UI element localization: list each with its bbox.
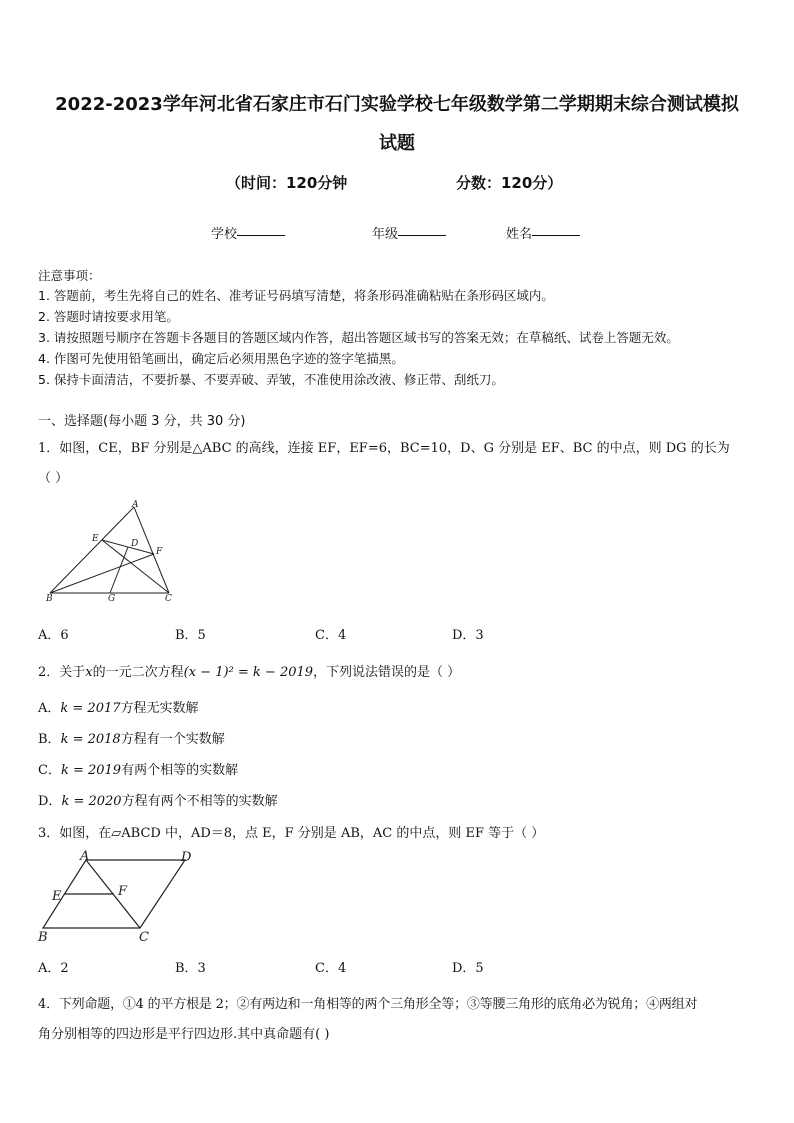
q1-option-d[interactable]: D．3: [452, 628, 484, 643]
notice-item-1: 1. 答题前，考生先将自己的姓名、准考证号码填写清楚，将条形码准确粘贴在条形码区域内。: [38, 288, 554, 303]
q1-height-bf: [50, 554, 154, 593]
q1-label-c: C: [165, 594, 172, 604]
q2-text-mid: 的一元二次方程: [92, 665, 184, 680]
grade-blank[interactable]: [398, 223, 446, 236]
q2-equation: (x − 1)² = k − 2019: [183, 665, 314, 680]
q2-option-a[interactable]: [38, 697, 199, 716]
q2-variable: x: [85, 665, 93, 680]
q2-option-c-desc: 有两个相等的实数解: [121, 763, 239, 778]
q1-label-e: E: [92, 534, 99, 544]
q2-text-suffix: ，下列说法错误的是（ ）: [313, 665, 461, 680]
grade-field[interactable]: [372, 223, 398, 242]
q3-option-c[interactable]: C．4: [315, 961, 347, 976]
notice-item-2: 2. 答题时请按要求用笔。: [38, 309, 179, 324]
exam-score: 分数：120分）: [456, 174, 563, 192]
q3-label-d: D: [181, 850, 192, 865]
q3-label-e: E: [52, 889, 62, 904]
q4-text-line-2: 角分别相等的四边形是平行四边形.其中真命题有( ): [38, 1027, 330, 1042]
q3-option-b[interactable]: B．3: [175, 961, 206, 976]
notice-item-5: 5. 保持卡面清洁，不要折暴、不要弄破、弄皱，不准使用涂改液、修正带、刮纸刀。: [38, 372, 504, 387]
q1-label-g: G: [108, 594, 116, 604]
school-label: 学校: [211, 227, 238, 242]
school-field[interactable]: [211, 223, 237, 242]
q2-option-b[interactable]: [38, 728, 225, 747]
q2-option-c[interactable]: [38, 759, 238, 778]
q3-option-d[interactable]: D．5: [452, 961, 484, 976]
section-heading: 一、选择题(每小题 3 分，共 30 分): [38, 414, 246, 429]
q3-parallelogram-figure: [36, 848, 206, 944]
q1-triangle-figure: [40, 500, 190, 604]
q1-text: 1．如图，CE，BF 分别是△ABC 的高线，连接 EF，EF=6，BC=10，D、G 分别是 EF、BC 的中点，则 DG 的长为: [38, 441, 730, 456]
q2-option-c-cond: k = 2019: [60, 763, 122, 778]
q2-option-d-letter: D．: [38, 794, 62, 809]
notice-item-3: 3. 请按照题号顺序在答题卡各题目的答题区域内作答，超出答题区域书写的答案无效；在草稿纸、试卷上答题无效。: [38, 330, 679, 345]
q1-answer-paren: （ ）: [38, 471, 69, 486]
q2-option-a-desc: 方程无实数解: [120, 701, 199, 716]
page-title-line-1: 2022-2023学年河北省石家庄市石门实验学校七年级数学第二学期期末综合测试模拟: [55, 94, 739, 115]
q3-label-a: A: [80, 849, 90, 864]
q2-option-b-desc: 方程有一个实数解: [120, 732, 225, 747]
name-field[interactable]: [506, 223, 532, 242]
q2-option-a-letter: A．: [38, 701, 61, 716]
q1-label-a: A: [132, 500, 139, 510]
grade-label: 年级: [372, 227, 399, 242]
school-blank[interactable]: [237, 223, 285, 236]
q1-option-a[interactable]: A．6: [38, 628, 69, 643]
q1-option-c[interactable]: C．4: [315, 628, 347, 643]
q2-option-c-letter: C．: [38, 763, 61, 778]
q3-label-c: C: [139, 930, 149, 944]
q2-option-a-cond: k = 2017: [60, 701, 121, 716]
q2-option-d[interactable]: [38, 790, 278, 809]
q3-label-b: B: [38, 930, 48, 944]
notice-heading: 注意事项：: [38, 268, 101, 283]
q2-option-b-letter: B．: [38, 732, 61, 747]
name-blank[interactable]: [532, 223, 580, 236]
notice-item-4: 4. 作图可先使用铅笔画出，确定后必须用黑色字迹的签字笔描黑。: [38, 351, 404, 366]
q1-label-d: D: [131, 539, 139, 549]
exam-time: （时间：120分钟: [226, 174, 348, 192]
q3-option-a[interactable]: A．2: [38, 961, 69, 976]
q1-label-f: F: [156, 547, 163, 557]
q2-option-b-cond: k = 2018: [60, 732, 121, 747]
q3-text: 3．如图，在▱ABCD 中，AD＝8，点 E，F 分别是 AB，AC 的中点，则 EF 等于（ ）: [38, 826, 545, 841]
q2-option-d-desc: 方程有两个不相等的实数解: [121, 794, 278, 809]
q1-option-b[interactable]: B．5: [175, 628, 206, 643]
name-label: 姓名: [506, 227, 533, 242]
q2-text: [38, 661, 460, 680]
q1-side-ab: [50, 507, 134, 593]
page-title-line-2: 试题: [379, 133, 415, 154]
q2-option-d-cond: k = 2020: [61, 794, 122, 809]
q4-text-line-1: 4．下列命题，①4 的平方根是 2；②有两边和一角相等的两个三角形全等；③等腰三角形的底角必为锐角；④两组对: [38, 997, 698, 1012]
q2-text-prefix: 2．关于: [38, 665, 86, 680]
q1-label-b: B: [46, 594, 53, 604]
q3-label-f: F: [118, 884, 128, 899]
